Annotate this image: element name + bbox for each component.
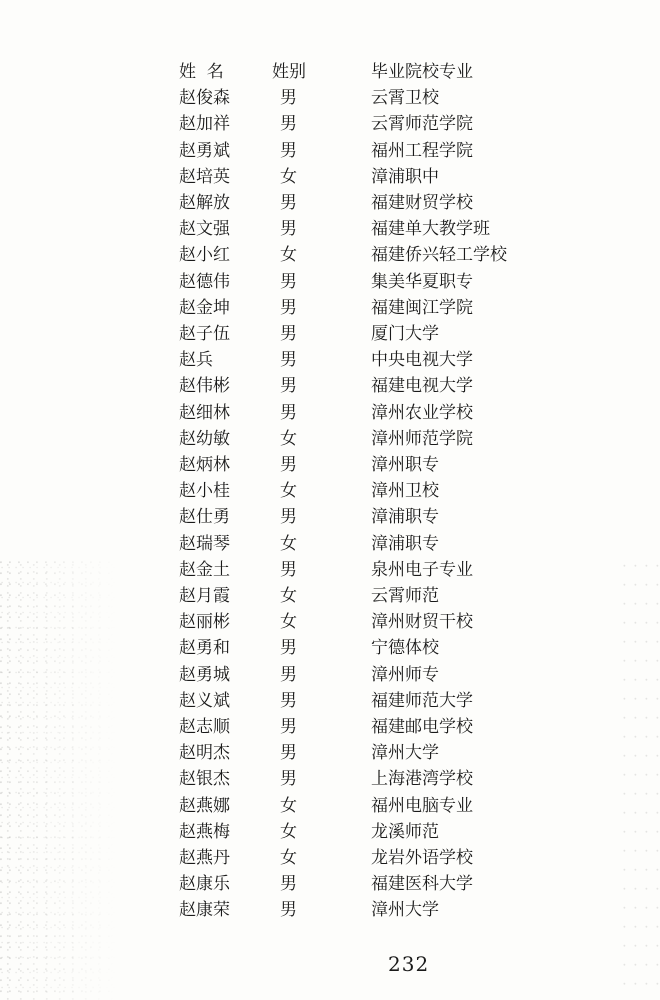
row-name: 赵丽彬: [179, 612, 230, 633]
table-row: [0, 740, 660, 766]
row-gender: 男: [280, 324, 297, 344]
page-number: 232: [388, 952, 430, 976]
table-row: [0, 400, 660, 426]
row-name: 赵明杰: [179, 743, 230, 764]
row-name: 赵燕丹: [179, 848, 230, 868]
row-name: 赵金土: [179, 559, 230, 580]
table-row: [0, 557, 660, 583]
row-name: 赵义斌: [179, 690, 230, 711]
row-gender: 男: [280, 350, 297, 371]
row-name: 赵解放: [179, 193, 230, 213]
table-row: [0, 347, 660, 373]
row-name: 赵炳林: [179, 455, 230, 475]
row-name: 赵康乐: [179, 874, 230, 895]
row-gender: 男: [280, 140, 297, 161]
row-gender: 女: [280, 428, 297, 449]
row-school: 漳浦职专: [371, 507, 439, 528]
row-name: 赵小桂: [179, 481, 230, 502]
row-name: 赵兵: [179, 350, 213, 371]
row-gender: 女: [280, 245, 297, 266]
row-school: 漳州财贸干校: [371, 612, 473, 633]
row-school: 福建单大教学班: [371, 219, 490, 240]
table-row: [0, 583, 660, 609]
table-row: [0, 138, 660, 164]
row-school: 上海港湾学校: [371, 769, 473, 790]
table-row: [0, 478, 660, 504]
row-name: 赵银杰: [179, 769, 230, 790]
row-name: 赵勇和: [179, 638, 230, 659]
table-row: [0, 190, 660, 216]
row-school: 漳州卫校: [371, 481, 439, 502]
row-name: 赵德伟: [179, 271, 230, 292]
table-row: [0, 85, 660, 111]
table-row: [0, 321, 660, 347]
table-row: [0, 373, 660, 399]
table-row: [0, 662, 660, 688]
table-row: [0, 766, 660, 792]
row-school: 漳州大学: [371, 743, 439, 764]
row-name: 赵燕娜: [179, 795, 230, 816]
row-gender: 男: [280, 455, 297, 475]
table-row: [0, 819, 660, 845]
table-row: [0, 845, 660, 871]
row-name: 赵仕勇: [179, 507, 230, 528]
row-gender: 男: [280, 271, 297, 292]
row-gender: 男: [280, 559, 297, 580]
row-gender: 男: [280, 874, 297, 895]
row-gender: 男: [280, 769, 297, 790]
table-row: [0, 216, 660, 242]
table-row: [0, 242, 660, 268]
row-name: 赵文强: [179, 219, 230, 240]
row-name: 赵加祥: [179, 114, 230, 135]
row-gender: 女: [280, 795, 297, 816]
row-gender: 男: [280, 114, 297, 135]
row-name: 赵子伍: [179, 324, 230, 344]
row-name: 赵幼敏: [179, 428, 230, 449]
table-row: [0, 531, 660, 557]
row-school: 漳州师专: [371, 664, 439, 685]
row-name: 赵俊森: [179, 88, 230, 109]
row-name: 赵月霞: [179, 586, 230, 606]
row-gender: 男: [280, 664, 297, 685]
row-gender: 男: [280, 638, 297, 659]
row-gender: 女: [280, 848, 297, 868]
row-school: 漳州大学: [371, 900, 439, 921]
row-school: 龙溪师范: [371, 821, 439, 842]
table-row: [0, 793, 660, 819]
header-name: 姓 名: [179, 62, 224, 82]
table-row: [0, 688, 660, 714]
row-name: 赵金坤: [179, 297, 230, 318]
row-gender: 男: [280, 507, 297, 528]
row-name: 赵细林: [179, 402, 230, 423]
row-school: 福建医科大学: [371, 874, 473, 895]
row-gender: 女: [280, 586, 297, 606]
row-school: 漳州农业学校: [371, 402, 473, 423]
row-school: 福建师范大学: [371, 690, 473, 711]
row-gender: 女: [280, 533, 297, 554]
row-name: 赵勇城: [179, 664, 230, 685]
row-school: 漳浦职专: [371, 533, 439, 554]
row-school: 福州工程学院: [371, 140, 473, 161]
row-school: 泉州电子专业: [371, 559, 473, 580]
table-row: [0, 871, 660, 897]
row-school: 中央电视大学: [371, 350, 473, 371]
header-row: [0, 59, 660, 85]
header-school: 毕业院校专业: [371, 62, 473, 82]
row-gender: 女: [280, 612, 297, 633]
row-gender: 男: [280, 717, 297, 737]
row-gender: 男: [280, 297, 297, 318]
table-row: [0, 111, 660, 137]
row-school: 漳州师范学院: [371, 428, 473, 449]
row-gender: 男: [280, 690, 297, 711]
row-school: 集美华夏职专: [371, 271, 473, 292]
header-gender: 姓别: [272, 62, 306, 82]
table-row: [0, 504, 660, 530]
table-row: [0, 164, 660, 190]
table-row: [0, 452, 660, 478]
row-name: 赵康荣: [179, 900, 230, 921]
row-school: 云霄师范学院: [371, 114, 473, 135]
row-gender: 女: [280, 821, 297, 842]
row-name: 赵志顺: [179, 717, 230, 737]
row-name: 赵小红: [179, 245, 230, 266]
table-row: [0, 269, 660, 295]
row-name: 赵燕梅: [179, 821, 230, 842]
row-gender: 男: [280, 900, 297, 921]
row-name: 赵培英: [179, 166, 230, 187]
row-school: 漳浦职中: [371, 166, 439, 187]
row-gender: 男: [280, 193, 297, 213]
row-school: 云霄师范: [371, 586, 439, 606]
row-gender: 男: [280, 743, 297, 764]
table-row: [0, 897, 660, 923]
row-school: 福州电脑专业: [371, 795, 473, 816]
row-name: 赵伟彬: [179, 376, 230, 397]
row-school: 龙岩外语学校: [371, 848, 473, 868]
table-row: [0, 609, 660, 635]
row-gender: 男: [280, 219, 297, 240]
row-name: 赵勇斌: [179, 140, 230, 161]
row-school: 厦门大学: [371, 324, 439, 344]
row-gender: 男: [280, 402, 297, 423]
row-gender: 女: [280, 481, 297, 502]
row-school: 漳州职专: [371, 455, 439, 475]
table-row: [0, 635, 660, 661]
row-name: 赵瑞琴: [179, 533, 230, 554]
row-school: 福建闽江学院: [371, 297, 473, 318]
row-school: 福建侨兴轻工学校: [371, 245, 507, 266]
row-school: 云霄卫校: [371, 88, 439, 109]
row-school: 福建财贸学校: [371, 193, 473, 213]
row-gender: 男: [280, 376, 297, 397]
table-row: [0, 426, 660, 452]
row-gender: 男: [280, 88, 297, 109]
row-school: 福建电视大学: [371, 376, 473, 397]
row-school: 福建邮电学校: [371, 717, 473, 737]
row-gender: 女: [280, 166, 297, 187]
row-school: 宁德体校: [371, 638, 439, 659]
table-row: [0, 714, 660, 740]
table-row: [0, 295, 660, 321]
